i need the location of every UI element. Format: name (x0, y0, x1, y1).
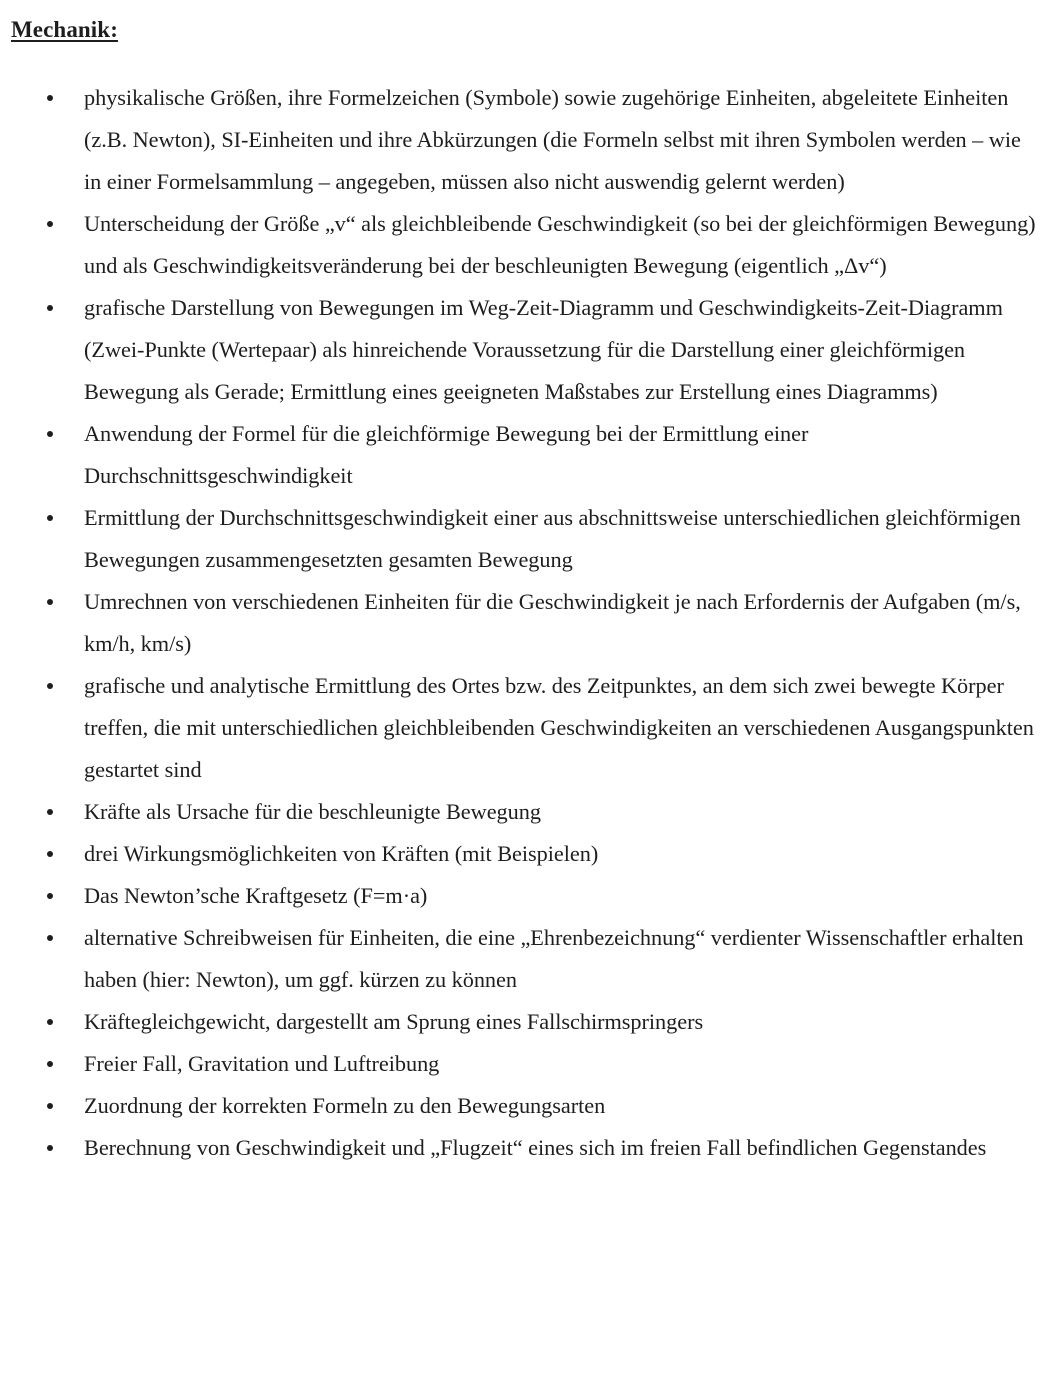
list-item-text: grafische Darstellung von Bewegungen im Weg-Zeit-Diagramm und Geschwindigkeits-Zeit-Diagramm (Zwei-Punkte (Wertepaar) als hinreichende Voraussetzung für die Darstellung einer gleichförmigen Bewegung als Gerade; Ermittlung eines geeigneten Maßstabes zur Erstellung eines Diagramms) (84, 295, 1003, 404)
list-item (0, 287, 1040, 413)
bullet-dot-icon (47, 515, 53, 521)
bullet-dot-icon (47, 893, 53, 899)
bullet-dot-icon (47, 305, 53, 311)
bullet-dot-icon (47, 1103, 53, 1109)
list-item-text: drei Wirkungsmöglichkeiten von Kräften (mit Beispielen) (84, 841, 599, 866)
topic-list (0, 77, 1040, 1169)
bullet-dot-icon (47, 221, 53, 227)
bullet-dot-icon (47, 809, 53, 815)
list-item (0, 581, 1040, 665)
bullet-dot-icon (47, 599, 53, 605)
list-item-text: Zuordnung der korrekten Formeln zu den Bewegungsarten (84, 1093, 606, 1118)
list-item (0, 665, 1040, 791)
list-item-text: Umrechnen von verschiedenen Einheiten für die Geschwindigkeit je nach Erfordernis der Aufgaben (m/s, km/h, km/s) (84, 589, 1021, 656)
list-item-text: alternative Schreibweisen für Einheiten, die eine „Ehrenbezeichnung“ verdienter Wissenschaftler erhalten haben (hier: Newton), um ggf. kürzen zu können (84, 925, 1024, 992)
list-item (0, 413, 1040, 497)
list-item-text: Kräftegleichgewicht, dargestellt am Sprung eines Fallschirmspringers (84, 1009, 704, 1034)
list-item (0, 497, 1040, 581)
bullet-dot-icon (47, 95, 53, 101)
list-item-text: Unterscheidung der Größe „v“ als gleichbleibende Geschwindigkeit (so bei der gleichförmigen Bewegung) und als Geschwindigkeitsveränderung bei der beschleunigten Bewegung (eigentlich „Δv“) (84, 211, 1036, 278)
list-item (0, 1043, 1040, 1085)
list-item-text: physikalische Größen, ihre Formelzeichen (Symbole) sowie zugehörige Einheiten, abgeleitete Einheiten (z.B. Newton), SI-Einheiten und ihre Abkürzungen (die Formeln selbst mit ihren Symbolen werden – wie in einer Formelsammlung – angegeben, müssen also nicht auswendig gelernt werden) (84, 85, 1021, 194)
list-item-text: grafische und analytische Ermittlung des Ortes bzw. des Zeitpunktes, an dem sich zwei bewegte Körper treffen, die mit unterschiedlichen gleichbleibenden Geschwindigkeiten an verschiedenen Ausgangspunkten gestartet sind (84, 673, 1034, 782)
section-heading: Mechanik: (11, 17, 118, 42)
bullet-dot-icon (47, 431, 53, 437)
list-item-text: Anwendung der Formel für die gleichförmige Bewegung bei der Ermittlung einer Durchschnittsgeschwindigkeit (84, 421, 809, 488)
list-item-text: Ermittlung der Durchschnittsgeschwindigkeit einer aus abschnittsweise unterschiedlichen gleichförmigen Bewegungen zusammengesetzten gesamten Bewegung (84, 505, 1021, 572)
list-item-text: Das Newton’sche Kraftgesetz (F=m·a) (84, 883, 428, 908)
list-item (0, 1127, 1040, 1169)
list-item (0, 1001, 1040, 1043)
list-item (0, 833, 1040, 875)
bullet-dot-icon (47, 683, 53, 689)
list-item-text: Berechnung von Geschwindigkeit und „Flugzeit“ eines sich im freien Fall befindlichen Gegenstandes (84, 1135, 987, 1160)
bullet-dot-icon (47, 1061, 53, 1067)
list-item (0, 917, 1040, 1001)
list-item (0, 875, 1040, 917)
list-item (0, 791, 1040, 833)
list-item (0, 77, 1040, 203)
list-item-text: Freier Fall, Gravitation und Luftreibung (84, 1051, 440, 1076)
list-item (0, 203, 1040, 287)
list-item-text: Kräfte als Ursache für die beschleunigte Bewegung (84, 799, 541, 824)
bullet-dot-icon (47, 935, 53, 941)
bullet-dot-icon (47, 1019, 53, 1025)
bullet-dot-icon (47, 1145, 53, 1151)
list-item (0, 1085, 1040, 1127)
bullet-dot-icon (47, 851, 53, 857)
